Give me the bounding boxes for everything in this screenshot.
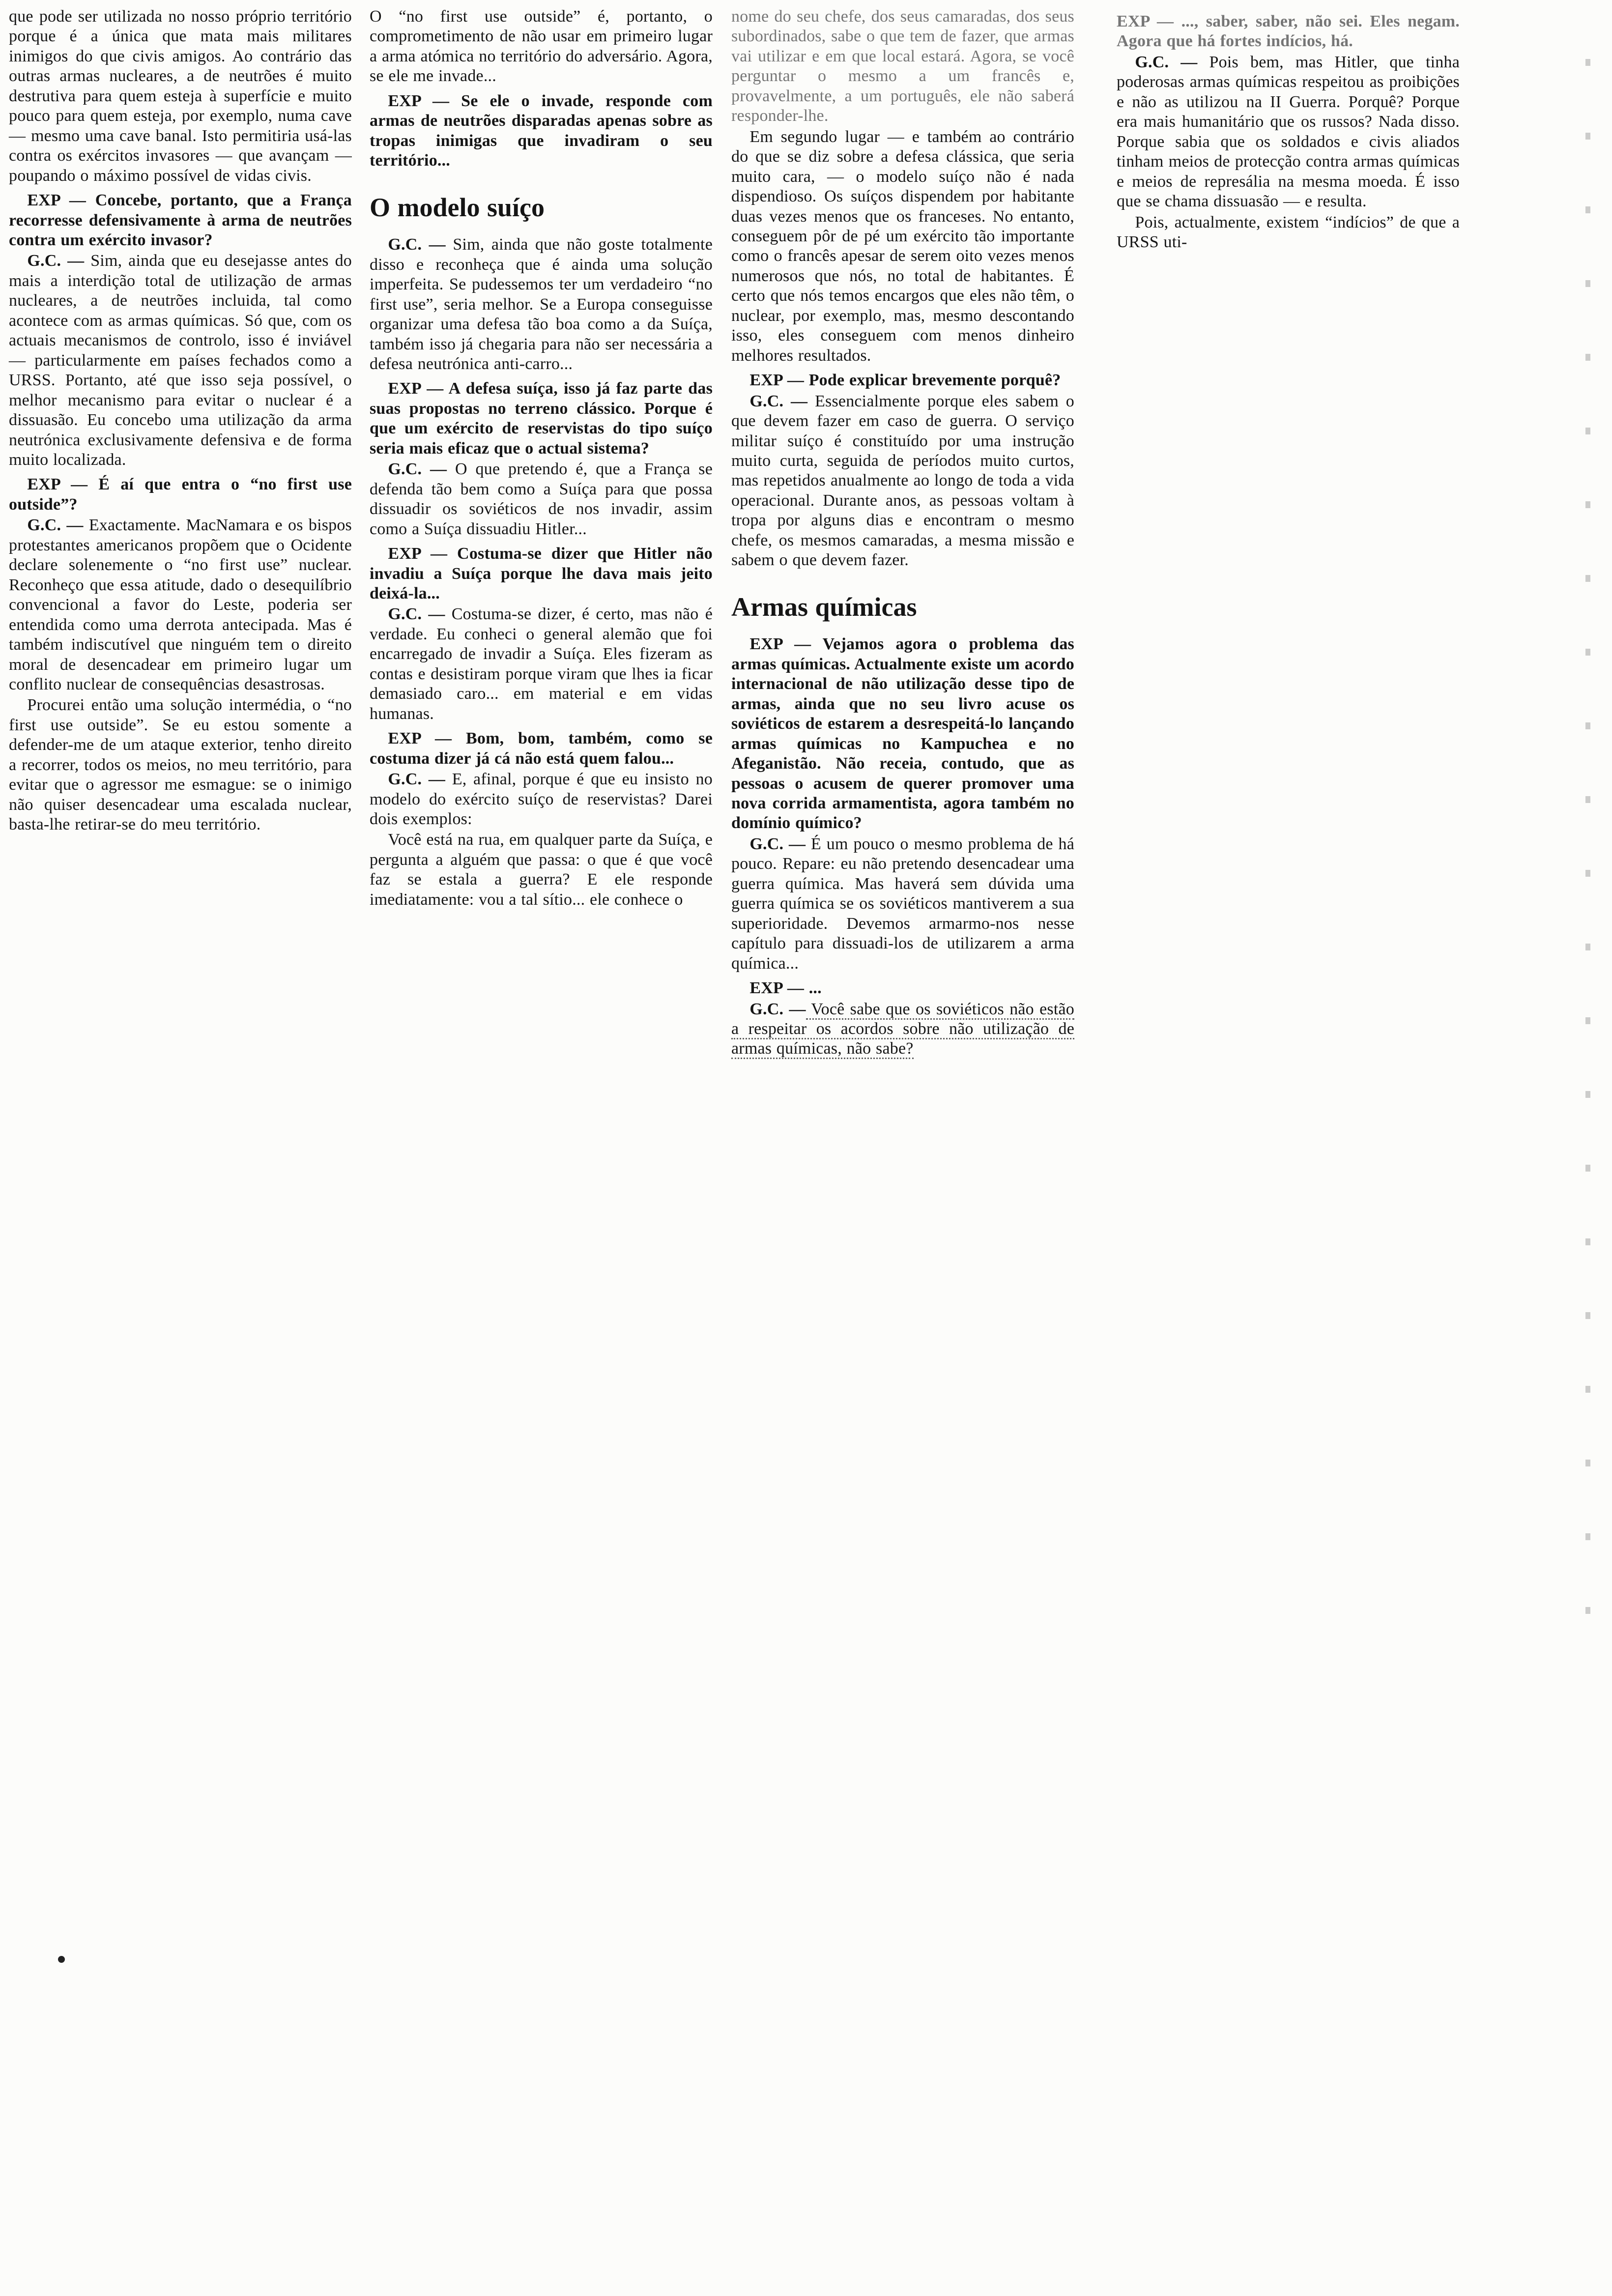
answer-paragraph: [731, 834, 1074, 974]
speech-text: Costuma-se dizer que Hitler não invadiu a Suíça porque lhe dava mais jeito deixá-la...: [370, 545, 713, 603]
question-paragraph: [9, 475, 352, 515]
speaker-label: EXP —: [388, 91, 450, 110]
answer-paragraph: [9, 251, 352, 470]
answer-paragraph: [370, 604, 713, 724]
speech-text: ...: [804, 979, 822, 998]
section-heading: Armas químicas: [731, 592, 917, 622]
question-paragraph: [9, 191, 352, 250]
ink-dot: [58, 1956, 65, 1963]
answer-paragraph: [1117, 53, 1460, 212]
answer-paragraph: Pois, actualmente, existem “indícios” de que a URSS uti-: [1117, 213, 1460, 251]
question-paragraph: [370, 729, 713, 769]
speaker-label: G.C. —: [27, 252, 85, 270]
speaker-label: EXP —: [27, 191, 86, 210]
speech-text: O que pretendo é, que a França se defenda tão bem como a Suíça para que possa dissuadir os soviéticos de nos invadir, assim como a Suíça dissuadiu Hitler...: [370, 460, 713, 538]
scan-edge-marks: [1585, 59, 1590, 1632]
speech-text: Sim, ainda que não goste totalmente disso e reconheça que é ainda uma solução imperfeita. Se pudessemos ter um verdadeiro “no first use”, seria melhor. Se a Europa conseguisse organizar uma defesa tão boa como a da Suíça, também isso já chegaria para não ser necessária a defesa neutrónica anti-carro...: [370, 235, 713, 373]
speaker-label: G.C. —: [388, 460, 447, 479]
speaker-label: G.C. —: [388, 605, 445, 624]
text-column-1: [9, 7, 352, 836]
speaker-label: EXP —: [388, 729, 452, 748]
speech-text: Você sabe que os soviéticos não estão a respeitar os acordos sobre não utilização de armas químicas, não sabe?: [731, 1000, 1074, 1060]
speech-text: E, afinal, porque é que eu insisto no modelo do exército suíço de reservistas? Darei dois exemplos:: [370, 770, 713, 828]
question-paragraph: [1117, 12, 1460, 52]
answer-paragraph: [731, 392, 1074, 571]
speaker-label: EXP —: [1117, 12, 1174, 30]
question-paragraph: [370, 379, 713, 459]
speech-text: A defesa suíça, isso já faz parte das suas propostas no terreno clássico. Porque é que um exército de reservistas do tipo suíço seria mais eficaz que o actual sistema?: [370, 379, 713, 458]
speaker-label: EXP —: [388, 379, 444, 398]
speaker-label: G.C. —: [749, 1000, 806, 1018]
speaker-label: G.C. —: [749, 834, 806, 853]
answer-paragraph: [370, 459, 713, 539]
speech-text: ..., saber, saber, não sei. Eles negam. Agora que há fortes indícios, há.: [1117, 12, 1460, 51]
speaker-label: EXP —: [27, 475, 88, 494]
speaker-label: G.C. —: [1135, 53, 1198, 71]
speaker-label: G.C. —: [27, 516, 84, 535]
text-column-3: [731, 7, 1074, 1060]
speech-text: Vejamos agora o problema das armas químicas. Actualmente existe um acordo internacional de não utilização desse tipo de armas, ainda que no seu livro acuse os soviéticos de estarem a desrespeitá-lo lançando armas químicas no Kampuchea e no Afeganistão. Não receia, contudo, que as pessoas o acusem de querer promover uma nova corrida armamentista, agora também no domínio químico?: [731, 635, 1074, 832]
speaker-label: EXP —: [749, 635, 811, 654]
question-paragraph: [370, 544, 713, 603]
speech-text: Pois bem, mas Hitler, que tinha poderosas armas químicas respeitou as proibições e não as utilizou na II Guerra. Porquê? Porque era mais humanitário que os russos? Nada disso. Porque sabia que os soldados e civis aliados tinham meios de protecção contra armas químicas e meios de represália na mesma moeda. É isso que se chama dissuasão — e resulta.: [1117, 53, 1460, 211]
speaker-label: G.C. —: [388, 770, 446, 789]
answer-paragraph: Procurei então uma solução intermédia, o “no first use outside”. Se eu estou somente a defender-me de um ataque exterior, tenho direito a recorrer, todos os meios, no meu território, para evitar que o agressor me esmague: se o inimigo não quiser desencadear uma escalada nuclear, basta-lhe retirar-se do meu território.: [9, 696, 352, 834]
question-paragraph: [731, 978, 1074, 998]
speaker-label: EXP —: [749, 371, 805, 390]
text-column-4: [1117, 7, 1460, 253]
speech-text: Pode explicar brevemente porquê?: [804, 371, 1061, 390]
speech-text: Costuma-se dizer, é certo, mas não é verdade. Eu conheci o general alemão que foi encarregado de invadir a Suíça. Eles fizeram as contas e desistiram porque viram que lhes ia ficar demasiado caro... em material e em vidas humanas.: [370, 605, 713, 723]
question-paragraph: [731, 634, 1074, 833]
speaker-label: G.C. —: [388, 235, 446, 254]
speaker-label: EXP —: [388, 545, 448, 563]
answer-paragraph: Em segundo lugar — e também ao contrário do que se diz sobre a defesa clássica, que seria muito cara, — o modelo suíço não é nada dispendioso. Os suíços dispendem por habitante duas vezes menos que os franceses. No entanto, conseguem pôr de pé um exército tão importante como o francês apesar de serem oito vezes menos numerosos que nós, no total de habitantes. É certo que nós temos encargos que eles não têm, o nuclear, por exemplo, mas, mesmo descontando isso, eles conseguem com menos dinheiro melhores resultados.: [731, 127, 1074, 365]
answer-paragraph: [9, 516, 352, 694]
answer-paragraph: nome do seu chefe, dos seus camaradas, dos seus subordinados, sabe o que tem de fazer, que armas vai utilizar e em que local estará. Agora, se você perguntar o mesmo a um francês e, provavelmente, a um português, ele não saberá responder-lhe.: [731, 7, 1074, 125]
speech-text: Se ele o invade, responde com armas de neutrões disparadas apenas sobre as tropas inimigas que invadiram o seu território...: [370, 91, 713, 170]
speech-text: Essencialmente porque eles sabem o que devem fazer em caso de guerra. O serviço militar suíço é constituído por uma instrução muito curta, seguida de períodos muito curtos, mas repetidos anualmente ao longo de toda a vida operacional. Durante anos, as pessoas voltam à tropa por alguns dias e encontram o mesmo chefe, os mesmos camaradas, a mesma missão e sabem o que devem fazer.: [731, 392, 1075, 570]
answer-paragraph: que pode ser utilizada no nosso próprio território porque é a única que mata mais militares inimigos do que civis amigos. Ao contrário das outras armas nucleares, a de neutrões é muito destrutiva para quem esteja à superfície e muito pouco para quem esteja, por exemplo, numa cave — mesmo uma cave banal. Isto permitiria usá-las contra os exércitos invasores — que avançam — poupando o máximo possível de vidas civis.: [9, 7, 352, 185]
speech-text: É aí que entra o “no first use outside”?: [9, 475, 352, 514]
question-paragraph: [731, 371, 1074, 390]
speech-text: Concebe, portanto, que a França recorresse defensivamente à arma de neutrões contra um exército invasor?: [9, 191, 352, 249]
answer-paragraph: [370, 770, 713, 829]
speech-text: É um pouco o mesmo problema de há pouco. Repare: eu não pretendo desencadear uma guerra química. Mas haverá sem dúvida uma guerra química se os soviéticos mantiverem a sua superioridade. Devemos armarmo-nos nesse capítulo para dissuadi-los de utilizarem a arma química...: [731, 834, 1074, 973]
speech-text: Bom, bom, também, como se costuma dizer já cá não está quem falou...: [370, 729, 713, 768]
speech-text: Exactamente. MacNamara e os bispos protestantes americanos propõem que o Ocidente declare solenemente o “no first use” nuclear. Reconheço que essa atitude, dado o desequilíbrio convencional a favor do Leste, poderia ser entendida como uma derrota antecipada. Mas é também indiscutível que ninguém tem o direito moral de desencadear em primeiro lugar um conflito nuclear de consequências desastrosas.: [9, 516, 352, 693]
speech-text: Sim, ainda que eu desejasse antes do mais a interdição total de utilização de armas nucleares, a de neutrões incluida, tal como acontece com as armas químicas. Só que, com os actuais mecanismos de controlo, isso é inviável — particularmente em países fechados como a URSS. Portanto, até que isso seja possível, o melhor mecanismo para evitar o nuclear é a dissuasão. Eu concebo uma utilização da arma neutrónica exclusivamente defensiva e de forma muito localizada.: [9, 252, 352, 469]
section-heading: O modelo suíço: [370, 192, 545, 222]
speaker-label: EXP —: [749, 979, 805, 998]
answer-paragraph: Você está na rua, em qualquer parte da Suíça, e pergunta a alguém que passa: o que é que você faz se estala a guerra? E ele responde imediatamente: vou a tal sítio... ele conhece o: [370, 831, 713, 909]
answer-paragraph: [731, 1000, 1074, 1059]
speaker-label: G.C. —: [749, 392, 808, 410]
text-column-2: [370, 7, 713, 911]
answer-paragraph: O “no first use outside” é, portanto, o comprometimento de não usar em primeiro lugar a arma atómica no território do adversário. Agora, se ele me invade...: [370, 7, 713, 86]
answer-paragraph: [370, 235, 713, 374]
question-paragraph: [370, 91, 713, 171]
